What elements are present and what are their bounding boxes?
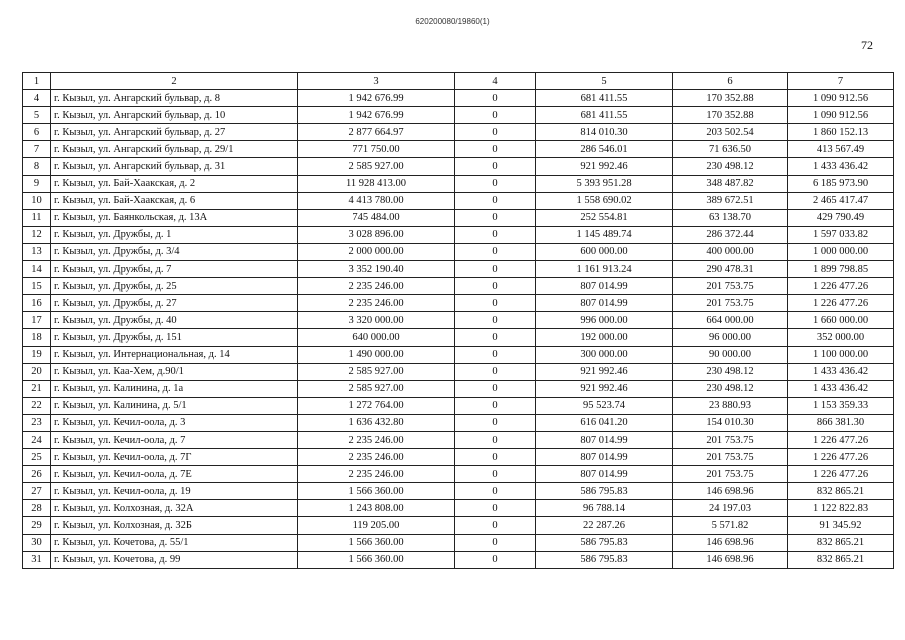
table-row <box>23 107 894 124</box>
col4-value-cell: 0 <box>455 209 536 226</box>
address-cell: г. Кызыл, ул. Кочетова, д. 99 <box>51 551 298 568</box>
address-cell: г. Кызыл, ул. Бай-Хаакская, д. 6 <box>51 192 298 209</box>
col6-value-cell: 146 698.96 <box>673 483 788 500</box>
address-cell: г. Кызыл, ул. Ангарский бульвар, д. 29/1 <box>51 141 298 158</box>
col6-value-cell: 664 000.00 <box>673 312 788 329</box>
address-cell: г. Кызыл, ул. Кечил-оола, д. 7 <box>51 431 298 448</box>
col3-value-cell: 2 235 246.00 <box>298 449 455 466</box>
col6-value-cell: 389 672.51 <box>673 192 788 209</box>
table-header-row <box>23 73 894 90</box>
col5-value-cell: 807 014.99 <box>536 449 673 466</box>
col5-value-cell: 1 558 690.02 <box>536 192 673 209</box>
row-number-cell: 28 <box>23 500 51 517</box>
address-cell: г. Кызыл, ул. Кечил-оола, д. 3 <box>51 414 298 431</box>
col5-value-cell: 95 523.74 <box>536 397 673 414</box>
col3-value-cell: 2 235 246.00 <box>298 466 455 483</box>
row-number-cell: 9 <box>23 175 51 192</box>
col7-value-cell: 413 567.49 <box>788 141 894 158</box>
address-cell: г. Кызыл, ул. Калинина, д. 1а <box>51 380 298 397</box>
address-cell: г. Кызыл, ул. Кечил-оола, д. 7Е <box>51 466 298 483</box>
col7-value-cell: 352 000.00 <box>788 329 894 346</box>
table-row <box>23 278 894 295</box>
col3-value-cell: 3 028 896.00 <box>298 226 455 243</box>
col6-value-cell: 201 753.75 <box>673 466 788 483</box>
col3-value-cell: 1 942 676.99 <box>298 107 455 124</box>
col3-value-cell: 119 205.00 <box>298 517 455 534</box>
address-cell: г. Кызыл, ул. Дружбы, д. 3/4 <box>51 243 298 260</box>
col4-value-cell: 0 <box>455 551 536 568</box>
table-row <box>23 226 894 243</box>
col7-value-cell: 1 000 000.00 <box>788 243 894 260</box>
column-header: 1 <box>23 73 51 90</box>
col4-value-cell: 0 <box>455 295 536 312</box>
col5-value-cell: 807 014.99 <box>536 295 673 312</box>
table-row <box>23 397 894 414</box>
col4-value-cell: 0 <box>455 483 536 500</box>
col6-value-cell: 290 478.31 <box>673 261 788 278</box>
row-number-cell: 15 <box>23 278 51 295</box>
col5-value-cell: 996 000.00 <box>536 312 673 329</box>
column-header: 4 <box>455 73 536 90</box>
col3-value-cell: 2 235 246.00 <box>298 431 455 448</box>
col5-value-cell: 807 014.99 <box>536 466 673 483</box>
col6-value-cell: 348 487.82 <box>673 175 788 192</box>
col4-value-cell: 0 <box>455 466 536 483</box>
col7-value-cell: 1 226 477.26 <box>788 449 894 466</box>
col7-value-cell: 1 122 822.83 <box>788 500 894 517</box>
col6-value-cell: 96 000.00 <box>673 329 788 346</box>
table-row <box>23 329 894 346</box>
col5-value-cell: 921 992.46 <box>536 380 673 397</box>
row-number-cell: 22 <box>23 397 51 414</box>
col6-value-cell: 201 753.75 <box>673 295 788 312</box>
table-row <box>23 363 894 380</box>
col5-value-cell: 300 000.00 <box>536 346 673 363</box>
col7-value-cell: 2 465 417.47 <box>788 192 894 209</box>
col3-value-cell: 771 750.00 <box>298 141 455 158</box>
col3-value-cell: 2 000 000.00 <box>298 243 455 260</box>
col7-value-cell: 1 433 436.42 <box>788 363 894 380</box>
page-number: 72 <box>861 38 873 52</box>
col4-value-cell: 0 <box>455 90 536 107</box>
col7-value-cell: 832 865.21 <box>788 551 894 568</box>
table-row <box>23 124 894 141</box>
col5-value-cell: 192 000.00 <box>536 329 673 346</box>
row-number-cell: 5 <box>23 107 51 124</box>
col6-value-cell: 201 753.75 <box>673 449 788 466</box>
col6-value-cell: 23 880.93 <box>673 397 788 414</box>
col7-value-cell: 1 860 152.13 <box>788 124 894 141</box>
col6-value-cell: 146 698.96 <box>673 551 788 568</box>
col3-value-cell: 1 942 676.99 <box>298 90 455 107</box>
address-cell: г. Кызыл, ул. Кечил-оола, д. 7Г <box>51 449 298 466</box>
address-cell: г. Кызыл, ул. Дружбы, д. 151 <box>51 329 298 346</box>
address-cell: г. Кызыл, ул. Колхозная, д. 32А <box>51 500 298 517</box>
col3-value-cell: 640 000.00 <box>298 329 455 346</box>
col7-value-cell: 1 433 436.42 <box>788 158 894 175</box>
col3-value-cell: 2 585 927.00 <box>298 158 455 175</box>
row-number-cell: 25 <box>23 449 51 466</box>
column-header: 5 <box>536 73 673 90</box>
row-number-cell: 19 <box>23 346 51 363</box>
col4-value-cell: 0 <box>455 380 536 397</box>
table-row <box>23 346 894 363</box>
col5-value-cell: 807 014.99 <box>536 278 673 295</box>
column-header: 7 <box>788 73 894 90</box>
row-number-cell: 16 <box>23 295 51 312</box>
col4-value-cell: 0 <box>455 414 536 431</box>
col4-value-cell: 0 <box>455 261 536 278</box>
row-number-cell: 30 <box>23 534 51 551</box>
address-cell: г. Кызыл, ул. Ангарский бульвар, д. 27 <box>51 124 298 141</box>
address-cell: г. Кызыл, ул. Бай-Хаакская, д. 2 <box>51 175 298 192</box>
table-row <box>23 534 894 551</box>
col5-value-cell: 286 546.01 <box>536 141 673 158</box>
col7-value-cell: 91 345.92 <box>788 517 894 534</box>
col7-value-cell: 1 433 436.42 <box>788 380 894 397</box>
table-row <box>23 414 894 431</box>
col7-value-cell: 1 899 798.85 <box>788 261 894 278</box>
col7-value-cell: 1 226 477.26 <box>788 278 894 295</box>
col6-value-cell: 230 498.12 <box>673 380 788 397</box>
col4-value-cell: 0 <box>455 226 536 243</box>
row-number-cell: 17 <box>23 312 51 329</box>
col5-value-cell: 586 795.83 <box>536 534 673 551</box>
row-number-cell: 23 <box>23 414 51 431</box>
row-number-cell: 10 <box>23 192 51 209</box>
document-id: 620200080/19860(1) <box>415 17 490 26</box>
col4-value-cell: 0 <box>455 397 536 414</box>
col7-value-cell: 1 597 033.82 <box>788 226 894 243</box>
address-cell: г. Кызыл, ул. Дружбы, д. 25 <box>51 278 298 295</box>
row-number-cell: 8 <box>23 158 51 175</box>
row-number-cell: 12 <box>23 226 51 243</box>
col5-value-cell: 1 161 913.24 <box>536 261 673 278</box>
col4-value-cell: 0 <box>455 158 536 175</box>
col7-value-cell: 429 790.49 <box>788 209 894 226</box>
row-number-cell: 24 <box>23 431 51 448</box>
col3-value-cell: 2 235 246.00 <box>298 295 455 312</box>
col3-value-cell: 3 320 000.00 <box>298 312 455 329</box>
table-row <box>23 175 894 192</box>
table-row <box>23 192 894 209</box>
col7-value-cell: 6 185 973.90 <box>788 175 894 192</box>
col3-value-cell: 2 585 927.00 <box>298 380 455 397</box>
table-row <box>23 551 894 568</box>
col5-value-cell: 600 000.00 <box>536 243 673 260</box>
data-table <box>22 72 894 569</box>
table-row <box>23 209 894 226</box>
col6-value-cell: 71 636.50 <box>673 141 788 158</box>
col3-value-cell: 1 566 360.00 <box>298 483 455 500</box>
address-cell: г. Кызыл, ул. Интернациональная, д. 14 <box>51 346 298 363</box>
col5-value-cell: 96 788.14 <box>536 500 673 517</box>
address-cell: г. Кызыл, ул. Дружбы, д. 7 <box>51 261 298 278</box>
col4-value-cell: 0 <box>455 312 536 329</box>
col7-value-cell: 832 865.21 <box>788 534 894 551</box>
col4-value-cell: 0 <box>455 141 536 158</box>
col6-value-cell: 170 352.88 <box>673 90 788 107</box>
row-number-cell: 18 <box>23 329 51 346</box>
column-header: 3 <box>298 73 455 90</box>
table-row <box>23 243 894 260</box>
row-number-cell: 29 <box>23 517 51 534</box>
col4-value-cell: 0 <box>455 431 536 448</box>
col7-value-cell: 1 153 359.33 <box>788 397 894 414</box>
col5-value-cell: 22 287.26 <box>536 517 673 534</box>
col5-value-cell: 1 145 489.74 <box>536 226 673 243</box>
row-number-cell: 27 <box>23 483 51 500</box>
col6-value-cell: 230 498.12 <box>673 158 788 175</box>
col7-value-cell: 1 226 477.26 <box>788 466 894 483</box>
col6-value-cell: 90 000.00 <box>673 346 788 363</box>
address-cell: г. Кызыл, ул. Ангарский бульвар, д. 10 <box>51 107 298 124</box>
col4-value-cell: 0 <box>455 278 536 295</box>
table-row <box>23 261 894 278</box>
table-row <box>23 517 894 534</box>
col7-value-cell: 1 090 912.56 <box>788 90 894 107</box>
address-cell: г. Кызыл, ул. Кечил-оола, д. 19 <box>51 483 298 500</box>
row-number-cell: 13 <box>23 243 51 260</box>
col5-value-cell: 921 992.46 <box>536 363 673 380</box>
address-cell: г. Кызыл, ул. Ангарский бульвар, д. 31 <box>51 158 298 175</box>
row-number-cell: 11 <box>23 209 51 226</box>
col5-value-cell: 5 393 951.28 <box>536 175 673 192</box>
column-header: 2 <box>51 73 298 90</box>
table-row <box>23 312 894 329</box>
col4-value-cell: 0 <box>455 175 536 192</box>
address-cell: г. Кызыл, ул. Каа-Хем, д.90/1 <box>51 363 298 380</box>
col3-value-cell: 3 352 190.40 <box>298 261 455 278</box>
table-row <box>23 158 894 175</box>
table-row <box>23 431 894 448</box>
row-number-cell: 31 <box>23 551 51 568</box>
col5-value-cell: 681 411.55 <box>536 107 673 124</box>
col5-value-cell: 681 411.55 <box>536 90 673 107</box>
col7-value-cell: 1 090 912.56 <box>788 107 894 124</box>
address-cell: г. Кызыл, ул. Дружбы, д. 40 <box>51 312 298 329</box>
col5-value-cell: 616 041.20 <box>536 414 673 431</box>
col5-value-cell: 921 992.46 <box>536 158 673 175</box>
row-number-cell: 4 <box>23 90 51 107</box>
col6-value-cell: 400 000.00 <box>673 243 788 260</box>
col3-value-cell: 1 566 360.00 <box>298 534 455 551</box>
col3-value-cell: 11 928 413.00 <box>298 175 455 192</box>
col7-value-cell: 1 660 000.00 <box>788 312 894 329</box>
row-number-cell: 20 <box>23 363 51 380</box>
address-cell: г. Кызыл, ул. Колхозная, д. 32Б <box>51 517 298 534</box>
table-row <box>23 141 894 158</box>
table-row <box>23 483 894 500</box>
col3-value-cell: 1 272 764.00 <box>298 397 455 414</box>
col6-value-cell: 146 698.96 <box>673 534 788 551</box>
col4-value-cell: 0 <box>455 500 536 517</box>
col5-value-cell: 814 010.30 <box>536 124 673 141</box>
col4-value-cell: 0 <box>455 517 536 534</box>
col6-value-cell: 63 138.70 <box>673 209 788 226</box>
table-body <box>23 73 894 569</box>
col3-value-cell: 2 235 246.00 <box>298 278 455 295</box>
col3-value-cell: 2 585 927.00 <box>298 363 455 380</box>
col3-value-cell: 1 566 360.00 <box>298 551 455 568</box>
col3-value-cell: 4 413 780.00 <box>298 192 455 209</box>
col6-value-cell: 201 753.75 <box>673 278 788 295</box>
col3-value-cell: 745 484.00 <box>298 209 455 226</box>
table-row <box>23 500 894 517</box>
table-row <box>23 449 894 466</box>
row-number-cell: 26 <box>23 466 51 483</box>
address-cell: г. Кызыл, ул. Ангарский бульвар, д. 8 <box>51 90 298 107</box>
table-row <box>23 90 894 107</box>
col5-value-cell: 586 795.83 <box>536 551 673 568</box>
col4-value-cell: 0 <box>455 346 536 363</box>
row-number-cell: 6 <box>23 124 51 141</box>
col6-value-cell: 5 571.82 <box>673 517 788 534</box>
col6-value-cell: 24 197.03 <box>673 500 788 517</box>
col6-value-cell: 170 352.88 <box>673 107 788 124</box>
col4-value-cell: 0 <box>455 107 536 124</box>
col7-value-cell: 866 381.30 <box>788 414 894 431</box>
table-row <box>23 466 894 483</box>
address-cell: г. Кызыл, ул. Кочетова, д. 55/1 <box>51 534 298 551</box>
column-header: 6 <box>673 73 788 90</box>
col6-value-cell: 286 372.44 <box>673 226 788 243</box>
table-row <box>23 380 894 397</box>
col7-value-cell: 1 100 000.00 <box>788 346 894 363</box>
address-cell: г. Кызыл, ул. Баянкольская, д. 13А <box>51 209 298 226</box>
address-cell: г. Кызыл, ул. Калинина, д. 5/1 <box>51 397 298 414</box>
col3-value-cell: 1 636 432.80 <box>298 414 455 431</box>
col6-value-cell: 201 753.75 <box>673 431 788 448</box>
col4-value-cell: 0 <box>455 124 536 141</box>
col4-value-cell: 0 <box>455 449 536 466</box>
col3-value-cell: 2 877 664.97 <box>298 124 455 141</box>
row-number-cell: 14 <box>23 261 51 278</box>
row-number-cell: 21 <box>23 380 51 397</box>
col4-value-cell: 0 <box>455 192 536 209</box>
col3-value-cell: 1 490 000.00 <box>298 346 455 363</box>
col4-value-cell: 0 <box>455 329 536 346</box>
col4-value-cell: 0 <box>455 243 536 260</box>
col4-value-cell: 0 <box>455 363 536 380</box>
col6-value-cell: 154 010.30 <box>673 414 788 431</box>
col7-value-cell: 832 865.21 <box>788 483 894 500</box>
col6-value-cell: 203 502.54 <box>673 124 788 141</box>
col5-value-cell: 586 795.83 <box>536 483 673 500</box>
address-cell: г. Кызыл, ул. Дружбы, д. 1 <box>51 226 298 243</box>
col7-value-cell: 1 226 477.26 <box>788 431 894 448</box>
address-cell: г. Кызыл, ул. Дружбы, д. 27 <box>51 295 298 312</box>
col5-value-cell: 807 014.99 <box>536 431 673 448</box>
row-number-cell: 7 <box>23 141 51 158</box>
table-row <box>23 295 894 312</box>
col3-value-cell: 1 243 808.00 <box>298 500 455 517</box>
col5-value-cell: 252 554.81 <box>536 209 673 226</box>
col7-value-cell: 1 226 477.26 <box>788 295 894 312</box>
col6-value-cell: 230 498.12 <box>673 363 788 380</box>
col4-value-cell: 0 <box>455 534 536 551</box>
